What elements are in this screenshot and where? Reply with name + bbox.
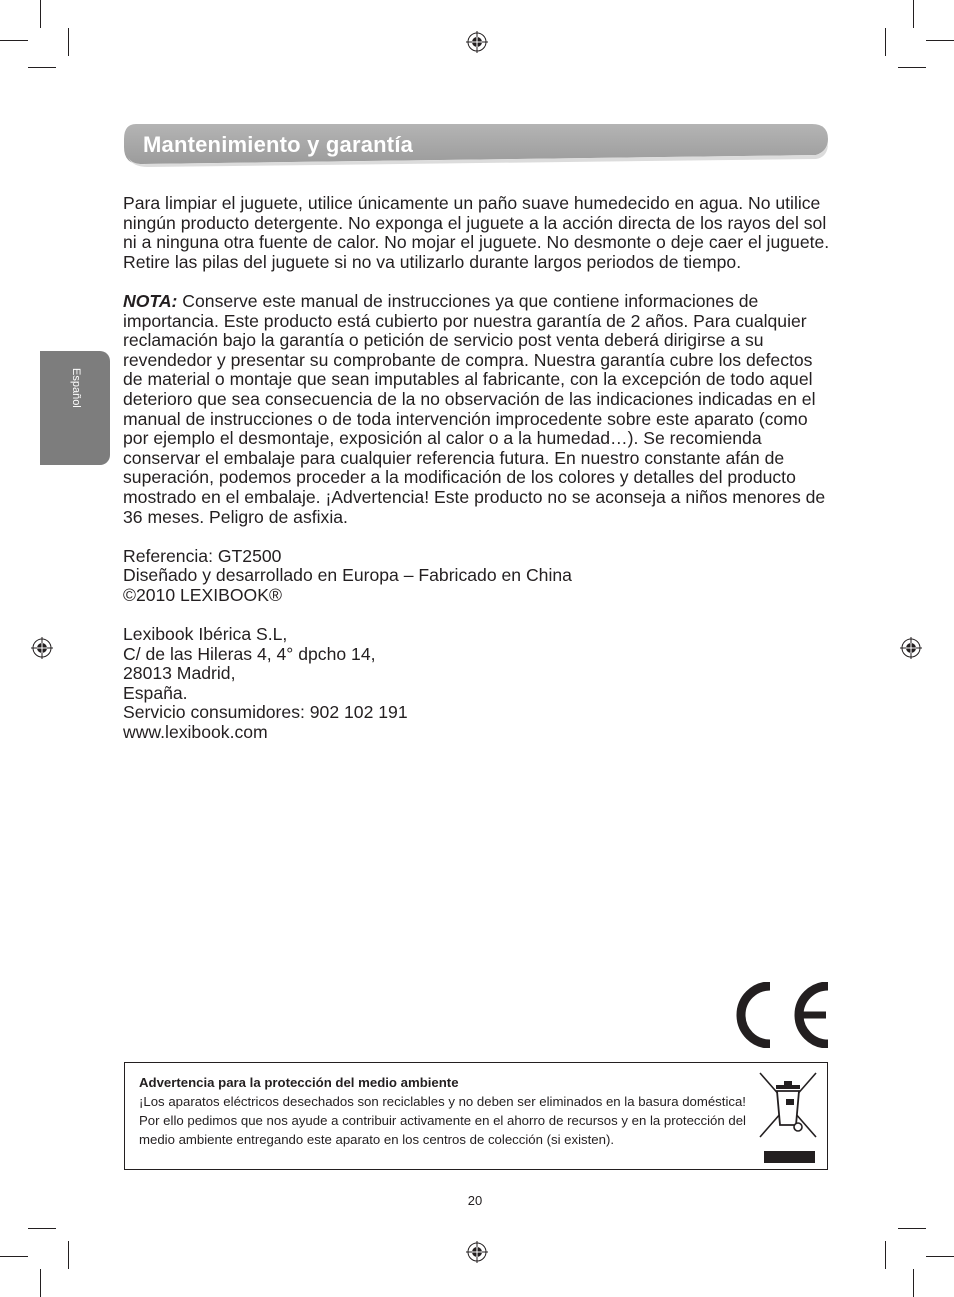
crop-mark xyxy=(40,0,41,28)
crop-mark xyxy=(68,28,69,56)
page-number: 20 xyxy=(467,1193,483,1208)
crop-mark xyxy=(898,67,926,68)
crop-mark xyxy=(885,1241,886,1269)
service-phone: Servicio consumidores: 902 102 191 xyxy=(123,702,408,723)
environment-notice-text-block xyxy=(139,1073,751,1149)
crop-mark xyxy=(0,1256,28,1257)
crop-mark xyxy=(885,28,886,56)
copyright-line: ©2010 LEXIBOOK® xyxy=(123,584,282,605)
registration-mark-icon xyxy=(900,637,922,659)
main-content xyxy=(123,194,833,743)
note-label: NOTA: xyxy=(123,290,178,311)
crop-mark xyxy=(40,1269,41,1297)
crop-mark xyxy=(913,1269,914,1297)
environment-notice-body: ¡Los aparatos eléctricos desechados son reciclables y no deben ser eliminados en la basura doméstica! Por ello pedimos que nos ayude a contribuir activamente en el ahorro de recursos y en la protección del medio ambiente entregando este aparato en los centros de colección (si existen). xyxy=(139,1094,746,1147)
address-country: España. xyxy=(123,682,188,703)
crossed-out-wheelie-bin-icon xyxy=(758,1071,818,1139)
note-paragraph xyxy=(123,292,833,527)
note-text: Conserve este manual de instrucciones ya que contiene informaciones de importancia. Este producto está cubierto por nuestra garantía de 2 años. Para cualquier reclamación bajo la garantía o petición de servicio post venta deberá dirigirse a su revendedor y presentar su comprobante de compra. Nuestra garantía cubre los defectos de material o montaje que sean imputables al fabricante, con la excepción de todo aquel deterioro que sea consecuencia de la no observación de las indicaciones indicadas en el manual de instrucciones o de toda intervención improcedente sobre este aparato (como por ejemplo el desmontaje, exposición al calor o a la humedad…). Se recomienda conservar el embalaje para cualquier referencia futura. En nuestro constante afán de superación, podemos proceder a la modificación de los colores y detalles del producto mostrado en el embalaje. ¡Advertencia! Este producto no se aconseja a niños menores de 36 meses. Peligro de asfixia. xyxy=(123,290,826,527)
registration-mark-icon xyxy=(466,1241,488,1263)
registration-mark-icon xyxy=(466,31,488,53)
registration-mark-icon xyxy=(31,637,53,659)
crop-mark xyxy=(926,40,954,41)
language-tab xyxy=(40,351,110,465)
company-name: Lexibook Ibérica S.L, xyxy=(123,624,288,645)
language-tab-label: Español xyxy=(70,368,82,408)
crop-mark xyxy=(926,1256,954,1257)
environment-notice xyxy=(124,1062,828,1170)
crop-mark xyxy=(68,1241,69,1269)
crop-mark xyxy=(0,40,28,41)
environment-notice-title: Advertencia para la protección del medio ambiente xyxy=(139,1075,459,1090)
ce-mark-icon xyxy=(736,982,832,1048)
page-title: Mantenimiento y garantía xyxy=(143,132,414,157)
website-link[interactable]: www.lexibook.com xyxy=(123,722,268,743)
address-street: C/ de las Hileras 4, 4° dpcho 14, xyxy=(123,643,376,664)
section-header-banner xyxy=(122,123,830,167)
crop-mark xyxy=(28,1228,56,1229)
crop-mark xyxy=(913,0,914,28)
reference-line: Referencia: GT2500 xyxy=(123,545,282,566)
origin-line: Diseñado y desarrollado en Europa – Fabricado en China xyxy=(123,565,572,586)
bin-underline-bar xyxy=(764,1151,815,1163)
crop-mark xyxy=(28,67,56,68)
address-city: 28013 Madrid, xyxy=(123,663,236,684)
cleaning-paragraph: Para limpiar el juguete, utilice únicamente un paño suave humedecido en agua. No utilice ningún producto detergente. No exponga el juguete a la acción directa de los rayos del sol ni a ninguna otra fuente de calor. No mojar el juguete. No desmonte o deje caer el juguete. Retire las pilas del juguete si no va utilizarlo durante largos periodos de tiempo. xyxy=(123,193,830,272)
crop-mark xyxy=(898,1228,926,1229)
